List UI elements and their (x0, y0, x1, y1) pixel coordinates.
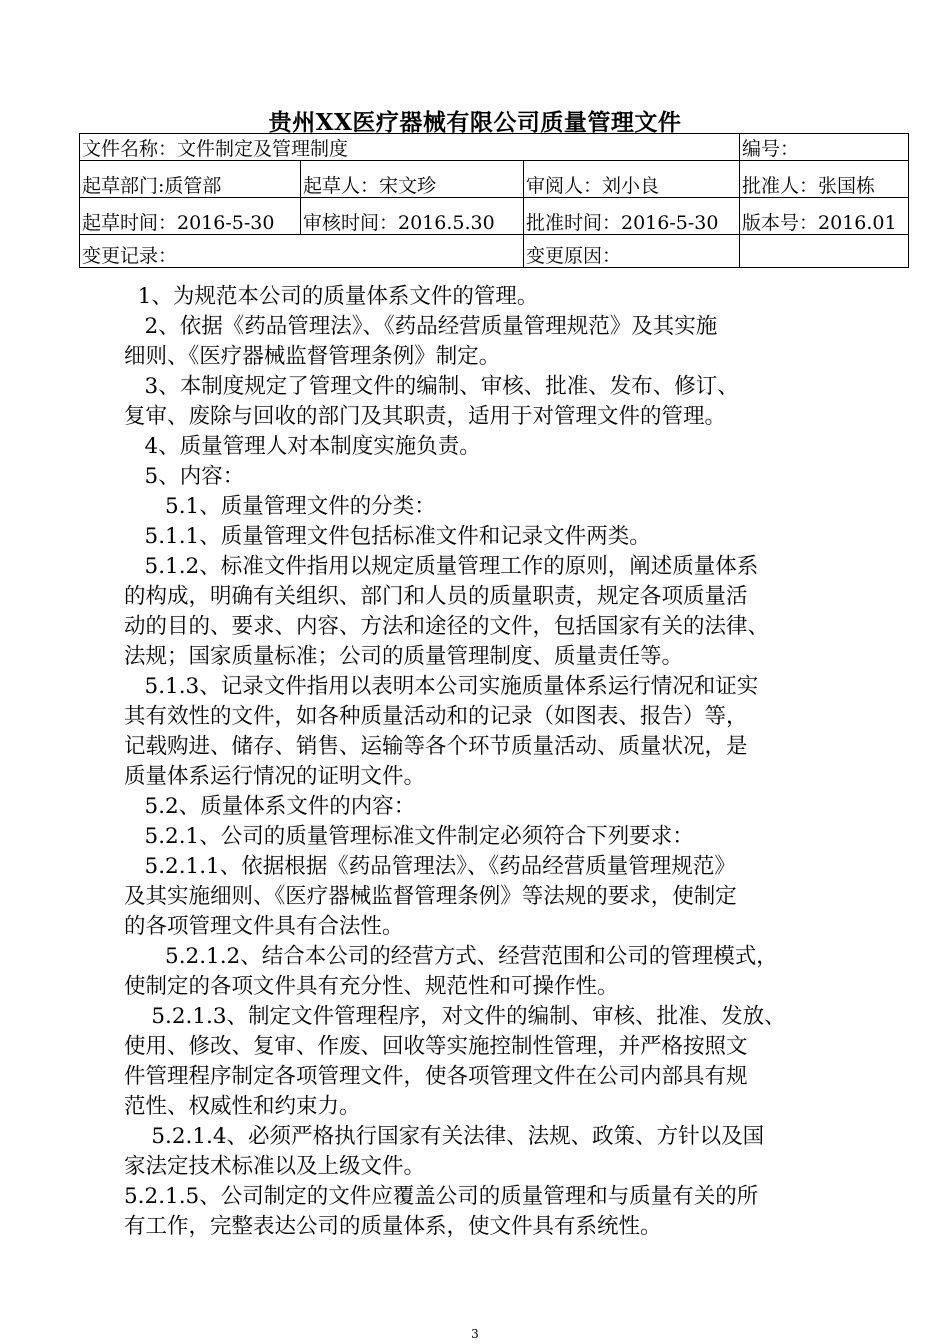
body-line: 5.2.1.4、必须严格执行国家有关法律、法规、政策、方针以及国 (124, 1124, 765, 1149)
audit-time-cell: 审核时间：2016.5.30 (301, 198, 524, 235)
body-line: 及其实施细则、《医疗器械监督管理条例》等法规的要求，使制定 (124, 884, 737, 909)
body-line: 5.2.1、公司的质量管理标准文件制定必须符合下列要求： (124, 824, 694, 849)
body-line: 质量体系运行情况的证明文件。 (124, 764, 426, 789)
body-line: 使制定的各项文件具有充分性、规范性和可操作性。 (124, 974, 619, 999)
body-line: 使用、修改、复审、作废、回收等实施控制性管理，并严格按照文 (124, 1034, 748, 1059)
body-line: 家法定技术标准以及上级文件。 (124, 1154, 426, 1179)
body-line: 5.1.1、质量管理文件包括标准文件和记录文件两类。 (124, 524, 651, 549)
body-line: 其有效性的文件，如各种质量活动和的记录（如图表、报告）等， (124, 704, 748, 729)
page-number: 3 (471, 1327, 479, 1341)
body-line: 5、内容： (124, 464, 245, 489)
number-cell: 编号： (740, 134, 909, 161)
body-line: 有工作，完整表达公司的质量体系，使文件具有系统性。 (124, 1214, 662, 1239)
body-line: 5.2.1.3、制定文件管理程序，对文件的编制、审核、批准、发放、 (124, 1004, 786, 1029)
body-line: 件管理程序制定各项管理文件，使各项管理文件在公司内部具有规 (124, 1064, 748, 1089)
empty-cell (740, 235, 909, 268)
body-line: 细则、《医疗器械监督管理条例》制定。 (124, 344, 501, 369)
body-line: 1、为规范本公司的质量体系文件的管理。 (124, 284, 539, 309)
change-record-cell: 变更记录： (80, 235, 524, 268)
body-line: 4、质量管理人对本制度实施负责。 (124, 434, 481, 459)
body-line: 3、本制度规定了管理文件的编制、审核、批准、发布、修订、 (124, 374, 739, 399)
body-line: 5.1.3、记录文件指用以表明本公司实施质量体系运行情况和证实 (124, 674, 759, 699)
draft-time-cell: 起草时间：2016-5-30 (80, 198, 301, 235)
body-line: 记载购进、储存、销售、运输等各个环节质量活动、质量状况，是 (124, 734, 748, 759)
file-name-cell: 文件名称：文件制定及管理制度 (80, 134, 740, 161)
reviewer-cell: 审阅人：刘小良 (524, 161, 740, 198)
change-reason-cell: 变更原因： (524, 235, 740, 268)
body-line: 5.2.1.2、结合本公司的经营方式、经营范围和公司的管理模式， (124, 944, 778, 969)
body-line: 法规；国家质量标准；公司的质量管理制度、质量责任等。 (124, 644, 684, 669)
body-line: 5.2.1.5、公司制定的文件应覆盖公司的质量管理和与质量有关的所 (124, 1184, 759, 1209)
body-line: 5.2、质量体系文件的内容： (124, 794, 416, 819)
body-line: 5.1、质量管理文件的分类： (124, 494, 436, 519)
draft-department-cell: 起草部门:质管部 (80, 161, 301, 198)
document-header-table (79, 133, 909, 268)
document-body (124, 282, 884, 1242)
body-line: 的构成，明确有关组织、部门和人员的质量职责，规定各项质量活 (124, 584, 748, 609)
document-title: 贵州XX医疗器械有限公司质量管理文件 (268, 109, 682, 136)
body-line: 的各项管理文件具有合法性。 (124, 914, 404, 939)
body-line: 5.2.1.1、依据根据《药品管理法》、《药品经营质量管理规范》 (124, 854, 736, 879)
approver-cell: 批准人：张国栋 (740, 161, 909, 198)
body-line: 2、依据《药品管理法》、《药品经营质量管理规范》及其实施 (124, 314, 718, 339)
body-line: 范性、权威性和约束力。 (124, 1094, 361, 1119)
body-line: 5.1.2、标准文件指用以规定质量管理工作的原则，阐述质量体系 (124, 554, 759, 579)
approve-time-cell: 批准时间：2016-5-30 (524, 198, 740, 235)
version-cell: 版本号：2016.01 (740, 198, 909, 235)
body-line: 复审、废除与回收的部门及其职责，适用于对管理文件的管理。 (124, 404, 727, 429)
body-line: 动的目的、要求、内容、方法和途径的文件，包括国家有关的法律、 (124, 614, 770, 639)
drafter-cell: 起草人：宋文珍 (301, 161, 524, 198)
